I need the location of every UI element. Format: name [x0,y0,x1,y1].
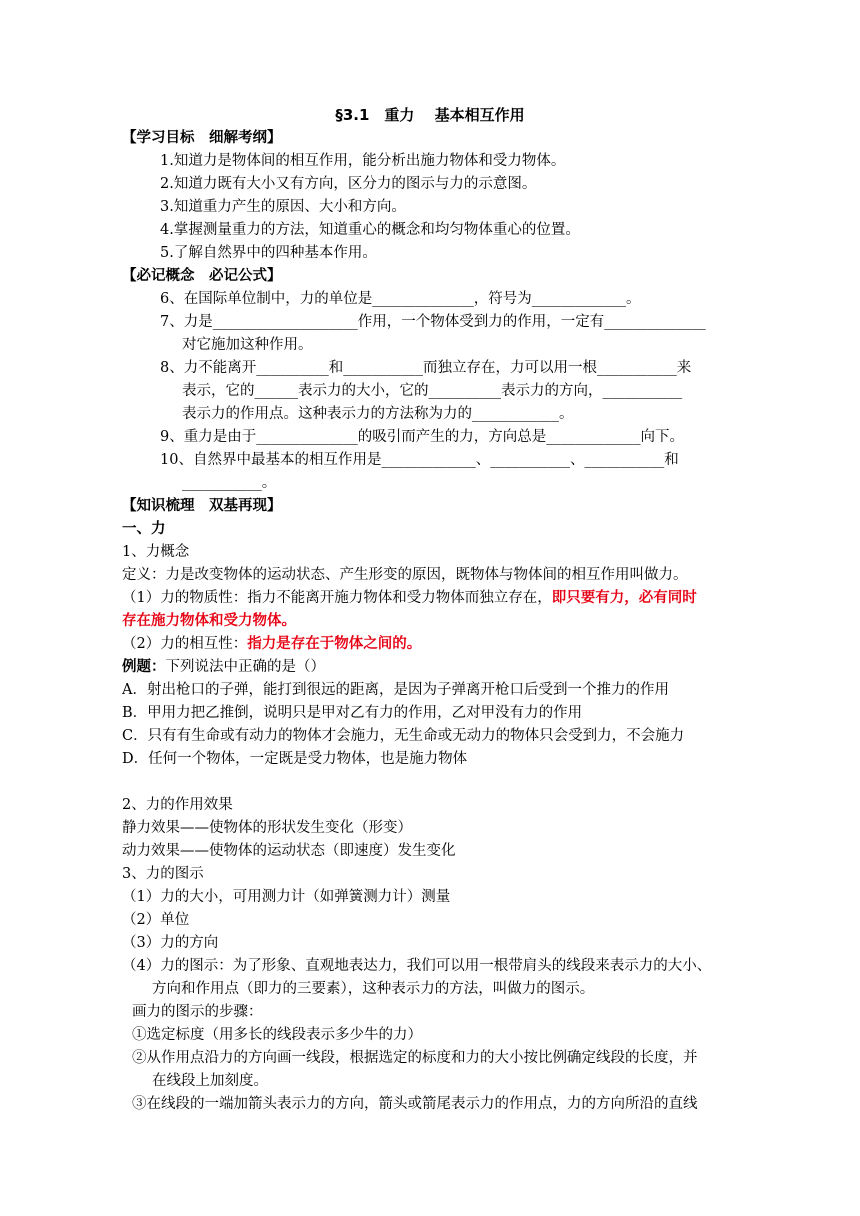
steps-heading: 画力的图示的步骤： [132,1004,263,1020]
mutual-property-emphasis: 指力是存在于物体之间的。 [247,636,422,652]
effects-heading: 2、力的作用效果 [122,797,233,813]
step-item: ①选定标度（用多长的线段表示多少牛的力） [132,1027,422,1043]
definition-text: 定义：力是改变物体的运动状态、产生形变的原因，既物体与物体间的相互作用叫做力。 [122,567,688,583]
step-item-continued: 在线段上加刻度。 [152,1073,268,1089]
force-concept-heading: 1、力概念 [122,544,190,560]
goal-item: 5.了解自然界中的四种基本作用。 [160,245,377,261]
page-title: §3.1 重力 基本相互作用 [335,106,525,124]
material-property-emphasis: 即只要有力，必有同时 [551,590,697,606]
option-c: C．只有有生命或有动力的物体才会施力，无生命或无动力的物体只会受到力，不会施力 [122,728,685,744]
subheading-force: 一、力 [122,521,166,537]
concept-item: 10、自然界中最基本的相互作用是_____________、___________、___________和 [160,452,679,468]
material-property-emphasis-continued: 存在施力物体和受力物体。 [122,613,296,629]
option-b: B．甲用力把乙推倒，说明只是甲对乙有力的作用，乙对甲没有力的作用 [122,705,583,721]
concept-item: 7、力是____________________作用，一个物体受到力的作用，一定有______________ [160,314,706,330]
diagram-item: （2）单位 [122,912,190,928]
mutual-property-text: （2）力的相互性： [122,636,248,652]
concept-item: 9、重力是由于______________的吸引而产生的力，方向总是_____________向下。 [160,429,684,445]
effect-dynamic: 动力效果——使物体的运动状态（即速度）发生变化 [122,843,456,859]
concept-item-continued: 表示力的作用点。这种表示力的方法称为力的____________。 [182,406,574,422]
material-property-text: （1）力的物质性：指力不能离开施力物体和受力物体而独立存在， [122,590,552,606]
example-label: 例题： [122,659,166,675]
section-heading-knowledge: 【知识梳理 双基再现】 [122,498,282,514]
mutual-property [122,633,740,656]
section-heading-goals: 【学习目标 细解考纲】 [122,130,282,146]
step-item: ②从作用点沿力的方向画一线段，根据选定的标度和力的大小按比例确定线段的长度，并 [132,1050,698,1066]
concept-item: 6、在国际单位制中，力的单位是______________，符号为_____________。 [160,291,641,307]
goal-item: 2.知道力既有大小又有方向，区分力的图示与力的示意图。 [160,176,537,192]
diagram-item: （4）力的图示：为了形象、直观地表达力，我们可以用一根带肩头的线段来表示力的大小、 [122,958,712,974]
concept-item-continued: 表示，它的______表示力的大小，它的__________表示力的方向，___________ [182,383,683,399]
material-property [122,587,740,610]
goal-item: 1.知道力是物体间的相互作用，能分析出施力物体和受力物体。 [160,153,566,169]
option-a: A．射出枪口的子弹，能打到很远的距离，是因为子弹离开枪口后受到一个推力的作用 [122,682,669,698]
section-heading-concepts: 【必记概念 必记公式】 [122,268,282,284]
option-d: D．任何一个物体，一定既是受力物体，也是施力物体 [122,751,468,767]
diagram-heading: 3、力的图示 [122,866,204,882]
effect-static: 静力效果——使物体的形状发生变化（形变） [122,820,412,836]
diagram-item: （1）力的大小，可用测力计（如弹簧测力计）测量 [122,889,451,905]
goal-item: 3.知道重力产生的原因、大小和方向。 [160,199,406,215]
example-question [122,656,740,679]
concept-item-continued: ___________。 [182,475,277,491]
step-item: ③在线段的一端加箭头表示力的方向，箭头或箭尾表示力的作用点，力的方向所沿的直线 [132,1096,698,1112]
diagram-item: （3）力的方向 [122,935,219,951]
concept-item-continued: 对它施加这种作用。 [182,337,313,353]
concept-item: 8、力不能离开__________和___________而独立存在，力可以用一根___________来 [160,360,692,376]
goal-item: 4.掌握测量重力的方法，知道重心的概念和均匀物体重心的位置。 [160,222,580,238]
diagram-item-continued: 方向和作用点（即力的三要素），这种表示力的方法，叫做力的图示。 [152,981,595,997]
example-text: 下列说法中正确的是（） [165,659,325,675]
